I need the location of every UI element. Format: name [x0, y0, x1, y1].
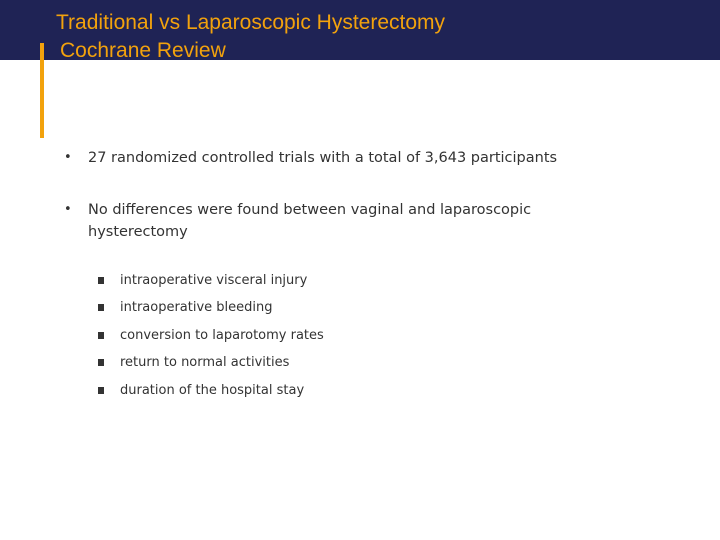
sub-bullet-item: [120, 327, 324, 345]
bullet-item: [64, 199, 568, 243]
square-bullet-icon: [98, 304, 104, 311]
sub-bullet-text: duration of the hospital stay: [120, 383, 305, 398]
bullet-text: 27 randomized controlled trials with a total of 3,643 participants: [88, 150, 558, 166]
sub-bullet-item: [120, 272, 307, 290]
square-bullet-icon: [98, 277, 104, 284]
square-bullet-icon: [98, 332, 104, 339]
sub-bullet-item: [120, 354, 289, 372]
sub-bullet-text: return to normal activities: [120, 355, 290, 370]
slide-title-line-1: Traditional vs Laparoscopic Hysterectomy: [56, 11, 446, 34]
square-bullet-icon: [98, 387, 104, 394]
sub-bullet-text: intraoperative bleeding: [120, 300, 273, 315]
sub-bullet-text: intraoperative visceral injury: [120, 273, 308, 288]
bullet-item: [64, 147, 688, 169]
sub-bullet-item: [120, 299, 273, 317]
square-bullet-icon: [98, 359, 104, 366]
bullet-text: No differences were found between vaginal and laparoscopic hysterectomy: [88, 202, 532, 240]
accent-bar: [40, 43, 44, 138]
sub-bullet-item: [120, 382, 304, 400]
sub-bullet-text: conversion to laparotomy rates: [120, 328, 324, 343]
bullet-dot-icon: •: [64, 202, 72, 217]
bullet-dot-icon: •: [64, 150, 72, 165]
slide-title-line-2: Cochrane Review: [60, 39, 226, 62]
